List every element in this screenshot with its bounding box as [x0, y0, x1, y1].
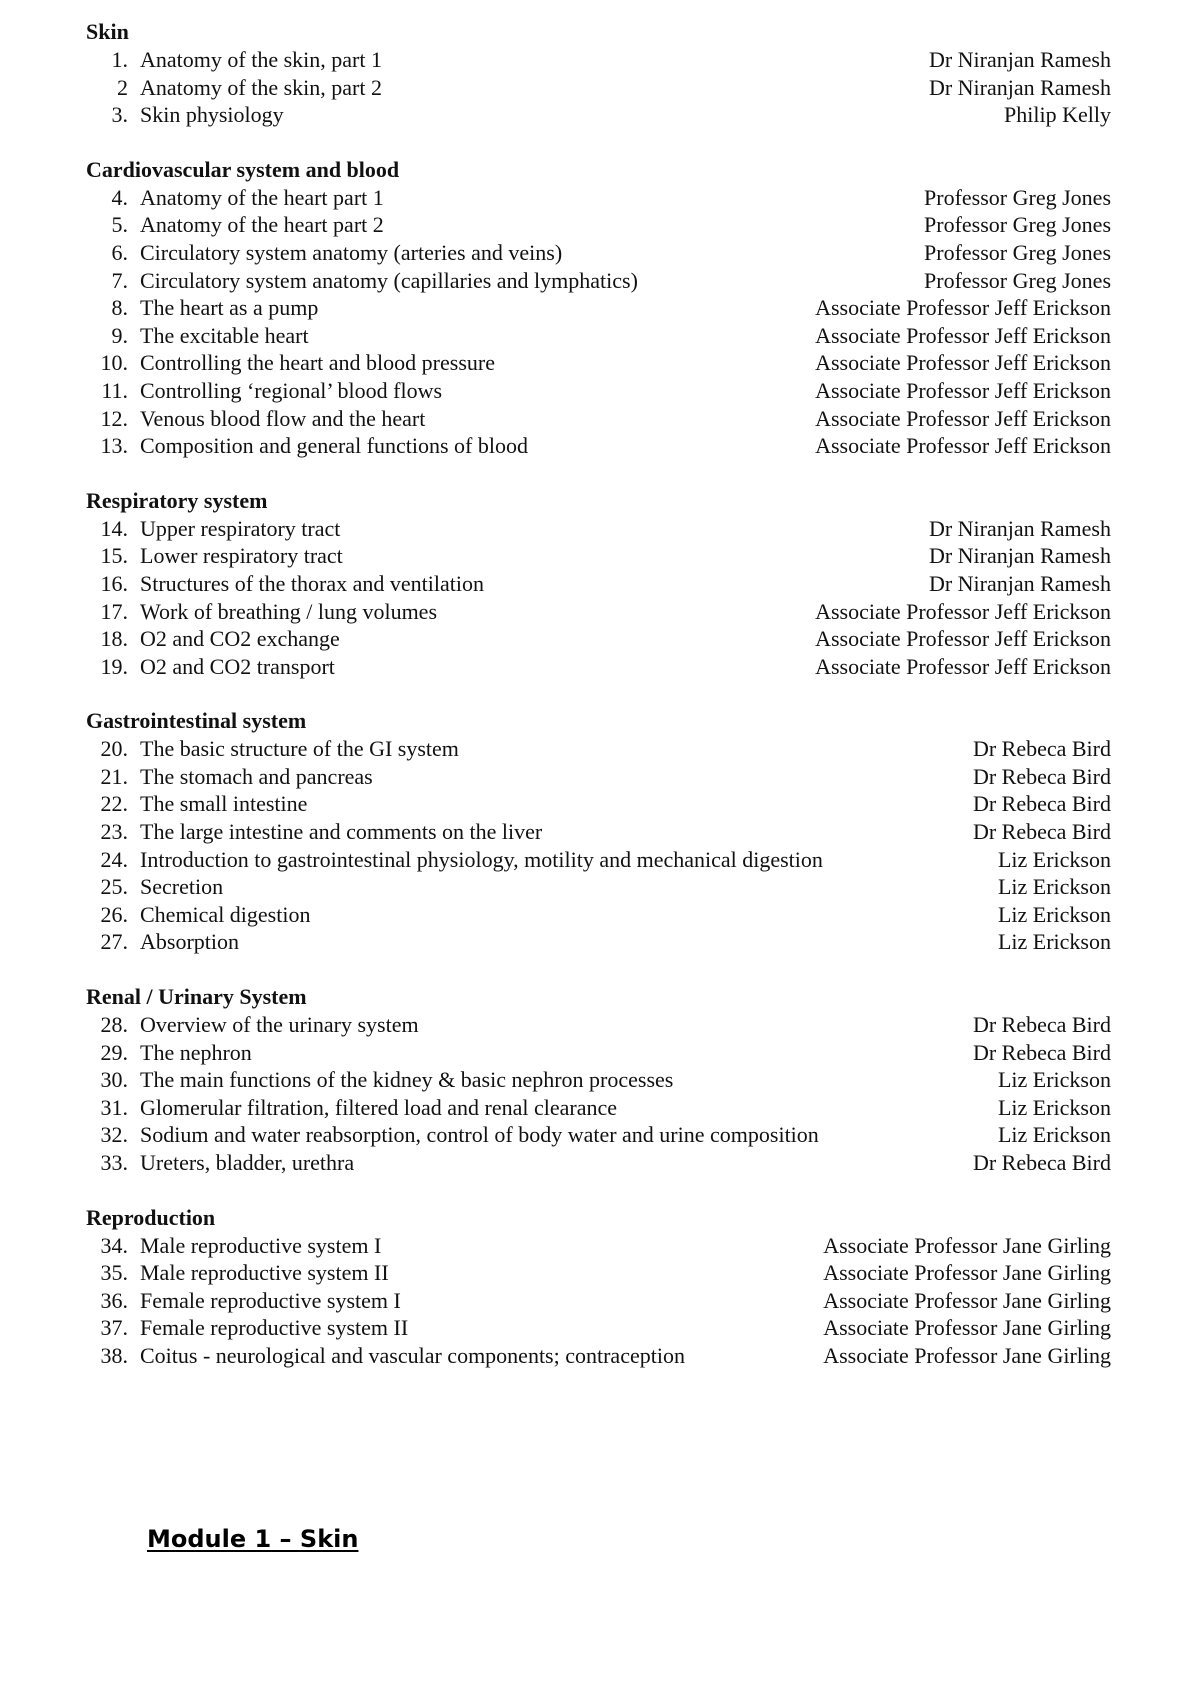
lecturer-name: Dr Rebeca Bird [972, 736, 1111, 762]
item-number: 2 [117, 74, 128, 100]
lecturer-name: Associate Professor Jeff Erickson [815, 653, 1111, 679]
lecture-title: The small intestine [140, 791, 308, 817]
lecturer-name: Liz Erickson [997, 1067, 1111, 1093]
item-number: 38. [100, 1342, 128, 1368]
lecture-title: Male reproductive system I [140, 1232, 382, 1258]
section [86, 487, 1111, 681]
lecturer-name: Dr Rebeca Bird [972, 819, 1111, 845]
lecture-title: Ureters, bladder, urethra [140, 1150, 355, 1175]
lecture-title: Circulatory system anatomy (capillaries and lymphatics) [140, 267, 638, 293]
section-heading: Reproduction [86, 1204, 216, 1230]
section [86, 983, 1111, 1177]
list-item [86, 542, 1111, 570]
lecture-title: Overview of the urinary system [140, 1012, 419, 1038]
lecture-title: Work of breathing / lung volumes [140, 598, 438, 624]
item-number: 28. [100, 1012, 128, 1038]
list-item [86, 377, 1111, 405]
lecture-title: Female reproductive system I [140, 1287, 401, 1313]
lecture-list [86, 18, 1111, 1397]
lecture-title: Composition and general functions of blood [140, 433, 528, 459]
lecturer-name: Associate Professor Jane Girling [823, 1232, 1111, 1258]
item-number: 12. [100, 405, 128, 431]
list-item [86, 1011, 1111, 1039]
lecturer-name: Philip Kelly [1004, 102, 1111, 128]
list-item [86, 1121, 1111, 1149]
lecture-title: Skin physiology [140, 102, 284, 128]
section [86, 156, 1111, 460]
lecture-title: Venous blood flow and the heart [140, 405, 426, 431]
item-number: 18. [100, 626, 128, 652]
lecture-title: Female reproductive system II [140, 1315, 409, 1341]
item-number: 1. [111, 47, 128, 72]
lecturer-name: Dr Rebeca Bird [972, 1012, 1111, 1038]
item-number: 10. [100, 350, 128, 376]
list-item [86, 322, 1111, 350]
lecture-title: Coitus - neurological and vascular components; contraception [140, 1342, 685, 1368]
lecture-title: The heart as a pump [140, 295, 319, 321]
lecturer-name: Dr Niranjan Ramesh [928, 74, 1111, 100]
item-number: 24. [100, 846, 128, 872]
list-item [86, 790, 1111, 818]
lecture-title: The large intestine and comments on the liver [140, 819, 543, 845]
lecture-title: Structures of the thorax and ventilation [140, 570, 484, 596]
lecturer-name: Dr Rebeca Bird [972, 1150, 1111, 1175]
lecturer-name: Professor Greg Jones [924, 184, 1111, 210]
lecturer-name: Liz Erickson [997, 846, 1111, 872]
lecture-title: The excitable heart [140, 322, 309, 348]
lecturer-name: Associate Professor Jeff Erickson [815, 405, 1111, 431]
list-item [86, 349, 1111, 377]
lecture-title: Absorption [140, 929, 239, 955]
lecture-title: The nephron [140, 1039, 252, 1065]
list-item [86, 294, 1111, 322]
list-item [86, 1232, 1111, 1260]
lecturer-name: Associate Professor Jeff Erickson [815, 598, 1111, 624]
item-number: 29. [100, 1039, 128, 1065]
item-number: 16. [100, 570, 128, 596]
list-item [86, 873, 1111, 901]
lecturer-name: Associate Professor Jeff Erickson [815, 626, 1111, 652]
item-number: 30. [100, 1067, 128, 1093]
lecturer-name: Dr Niranjan Ramesh [928, 543, 1111, 569]
lecturer-name: Dr Niranjan Ramesh [928, 570, 1111, 596]
list-item [86, 1342, 1111, 1370]
item-number: 7. [111, 267, 128, 293]
item-number: 22. [100, 791, 128, 817]
list-item [86, 1066, 1111, 1094]
item-number: 31. [100, 1094, 128, 1120]
item-number: 19. [100, 653, 128, 679]
item-number: 34. [100, 1232, 128, 1258]
item-number: 8. [111, 295, 128, 321]
lecture-title: Introduction to gastrointestinal physiology, motility and mechanical digestion [140, 846, 823, 872]
lecturer-name: Associate Professor Jeff Erickson [815, 433, 1111, 459]
lecture-title: Sodium and water reabsorption, control of body water and urine composition [140, 1122, 819, 1148]
list-item [86, 211, 1111, 239]
item-number: 14. [100, 515, 128, 541]
lecture-title: The stomach and pancreas [140, 763, 373, 789]
lecture-title: Controlling ‘regional’ blood flows [140, 377, 443, 403]
lecturer-name: Liz Erickson [997, 874, 1111, 900]
list-item [86, 267, 1111, 295]
lecture-title: Anatomy of the heart part 1 [140, 184, 384, 210]
section-heading: Cardiovascular system and blood [86, 156, 400, 182]
list-item [86, 1259, 1111, 1287]
section [86, 707, 1111, 956]
lecture-title: Circulatory system anatomy (arteries and veins) [140, 239, 563, 265]
item-number: 32. [100, 1122, 128, 1148]
list-item [86, 625, 1111, 653]
list-item [86, 184, 1111, 212]
list-item [86, 598, 1111, 626]
list-item [86, 239, 1111, 267]
item-number: 27. [100, 929, 128, 955]
lecture-title: Male reproductive system II [140, 1260, 389, 1286]
list-item [86, 515, 1111, 543]
lecturer-name: Associate Professor Jane Girling [823, 1287, 1111, 1313]
lecturer-name: Associate Professor Jane Girling [823, 1260, 1111, 1286]
lecturer-name: Dr Rebeca Bird [972, 1039, 1111, 1065]
lecturer-name: Associate Professor Jane Girling [823, 1342, 1111, 1368]
item-number: 6. [111, 239, 128, 265]
item-number: 21. [100, 763, 128, 789]
item-number: 20. [100, 736, 128, 762]
lecture-title: Anatomy of the skin, part 2 [140, 74, 382, 100]
list-item [86, 1287, 1111, 1315]
lecture-title: Anatomy of the skin, part 1 [140, 47, 382, 72]
section-heading: Renal / Urinary System [86, 984, 307, 1010]
section-heading: Respiratory system [86, 487, 268, 513]
lecture-title: Controlling the heart and blood pressure [140, 350, 495, 376]
lecturer-name: Liz Erickson [997, 901, 1111, 927]
lecture-title: O2 and CO2 exchange [140, 626, 340, 652]
lecturer-name: Associate Professor Jeff Erickson [815, 295, 1111, 321]
list-item [86, 74, 1111, 102]
lecturer-name: Dr Rebeca Bird [972, 763, 1111, 789]
list-item [86, 653, 1111, 681]
lecture-title: Lower respiratory tract [140, 543, 343, 569]
list-item [86, 1149, 1111, 1177]
list-item [86, 928, 1111, 956]
lecturer-name: Dr Rebeca Bird [972, 791, 1111, 817]
item-number: 33. [100, 1150, 128, 1175]
lecturer-name: Associate Professor Jane Girling [823, 1315, 1111, 1341]
lecture-title: Upper respiratory tract [140, 515, 341, 541]
section-heading: Gastrointestinal system [86, 708, 307, 734]
lecturer-name: Professor Greg Jones [924, 267, 1111, 293]
lecturer-name: Professor Greg Jones [924, 212, 1111, 238]
lecture-title: Secretion [140, 874, 224, 900]
section [86, 18, 1111, 129]
lecturer-name: Associate Professor Jeff Erickson [815, 322, 1111, 348]
item-number: 9. [111, 322, 128, 348]
lecturer-name: Liz Erickson [997, 1094, 1111, 1120]
list-item [86, 432, 1111, 460]
list-item [86, 901, 1111, 929]
lecturer-name: Associate Professor Jeff Erickson [815, 377, 1111, 403]
item-number: 5. [111, 212, 128, 238]
list-item [86, 46, 1111, 74]
lecturer-name: Dr Niranjan Ramesh [928, 47, 1111, 72]
item-number: 35. [100, 1260, 128, 1286]
list-item [86, 735, 1111, 763]
lecture-title: The basic structure of the GI system [140, 736, 459, 762]
item-number: 4. [111, 184, 128, 210]
item-number: 25. [100, 874, 128, 900]
lecturer-name: Associate Professor Jeff Erickson [815, 350, 1111, 376]
list-item [86, 570, 1111, 598]
lecturer-name: Dr Niranjan Ramesh [928, 515, 1111, 541]
list-item [86, 405, 1111, 433]
lecture-title: Anatomy of the heart part 2 [140, 212, 384, 238]
list-item [86, 101, 1111, 129]
lecturer-name: Professor Greg Jones [924, 239, 1111, 265]
section [86, 1204, 1111, 1370]
list-item [86, 846, 1111, 874]
lecture-title: Glomerular filtration, filtered load and renal clearance [140, 1094, 618, 1120]
item-number: 17. [100, 598, 128, 624]
item-number: 37. [100, 1315, 128, 1341]
module-heading: Module 1 – Skin [147, 1525, 359, 1553]
list-item [86, 763, 1111, 791]
list-item [86, 1094, 1111, 1122]
item-number: 23. [100, 819, 128, 845]
lecture-title: The main functions of the kidney & basic nephron processes [140, 1067, 674, 1093]
item-number: 15. [100, 543, 128, 569]
list-item [86, 1314, 1111, 1342]
lecture-title: Chemical digestion [140, 901, 311, 927]
list-item [86, 818, 1111, 846]
section-heading: Skin [86, 19, 129, 44]
item-number: 3. [111, 102, 128, 128]
lecturer-name: Liz Erickson [997, 929, 1111, 955]
item-number: 13. [100, 433, 128, 459]
lecture-title: O2 and CO2 transport [140, 653, 335, 679]
list-item [86, 1039, 1111, 1067]
item-number: 26. [100, 901, 128, 927]
lecturer-name: Liz Erickson [997, 1122, 1111, 1148]
item-number: 11. [101, 377, 128, 403]
item-number: 36. [100, 1287, 128, 1313]
